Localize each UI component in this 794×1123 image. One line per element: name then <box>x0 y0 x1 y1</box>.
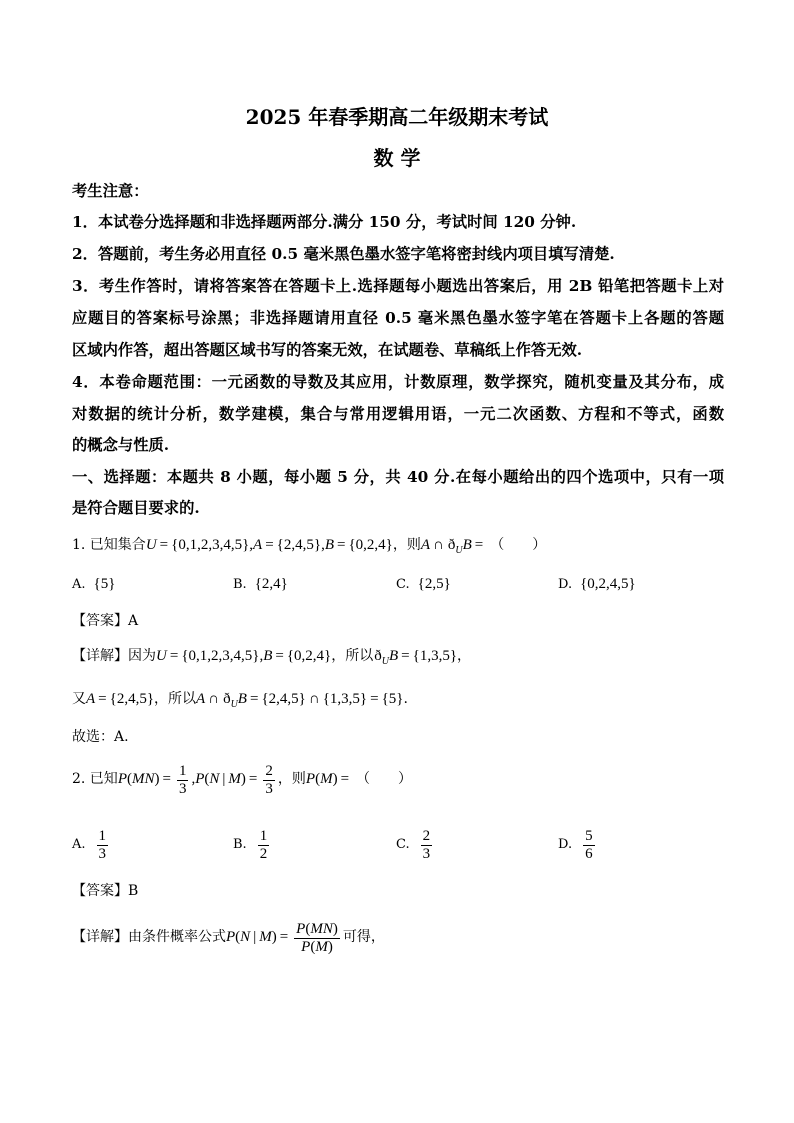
notice-item-4-line-1: 4．本卷命题范围：一元函数的导数及其应用，计数原理，数学探究，随机变量及其分布，成 <box>72 373 724 391</box>
fraction <box>177 763 189 798</box>
question-1-mid: ，则 <box>392 537 421 553</box>
question-1-option-d <box>558 572 636 596</box>
math-variable: P <box>296 921 306 937</box>
question-1-blank: （ ） <box>490 537 547 553</box>
answer-value: A <box>128 613 139 629</box>
option-label: D. <box>558 837 573 852</box>
option-label: C. <box>396 837 410 852</box>
math-variable: M <box>320 771 333 787</box>
explanation-label: 【详解】 <box>72 648 128 664</box>
math-operator: = <box>265 537 274 553</box>
question-1-explanation-line-2 <box>72 687 724 711</box>
fraction <box>97 828 109 863</box>
question-2-stem <box>72 759 724 799</box>
question-1-options <box>72 572 724 596</box>
option-value: {0,2,4,5} <box>580 576 636 592</box>
math-operator: = <box>98 691 107 707</box>
math-variable: P <box>305 771 316 787</box>
question-1-answer <box>72 609 724 633</box>
notice-heading: 考生注意： <box>72 182 149 200</box>
question-1-expr-a <box>421 537 447 553</box>
notice-item-3-line-1: 3．考生作答时，请将答案答在答题卡上.选择题每小题选出答案后，用 2B 铅笔把答题卡上对 <box>72 277 724 295</box>
notice-item-4-line-2: 对数据的统计分析，数学建模，集合与常用逻辑用语，一元二次函数、方程和不等式，函数 <box>72 405 724 423</box>
math-operator: | <box>222 771 226 787</box>
math-variable: B <box>324 537 334 553</box>
math-operator: = <box>275 648 284 664</box>
complement-subscript: U <box>455 545 463 556</box>
question-2-expr: P(MN) = <box>118 771 174 787</box>
fraction-denominator: 2 <box>259 846 268 862</box>
explanation-math: A = {2,4,5} <box>86 691 154 707</box>
math-variable: B <box>263 648 273 664</box>
complement-symbol: ð <box>223 691 231 707</box>
math-variable: U <box>145 537 157 553</box>
fraction-denominator: 3 <box>98 846 107 862</box>
math-operator: = <box>401 648 410 664</box>
question-2-option-d <box>558 824 598 864</box>
option-value: {5} <box>93 576 116 592</box>
notice-item-3-line-2: 应题目的答案标号涂黑；非选择题请用直径 0.5 毫米黑色墨水签字笔在答题卡上各题的答题 <box>72 309 724 327</box>
option-value: {2,4} <box>254 576 288 592</box>
question-2-option-a <box>72 824 111 864</box>
math-variable: A <box>253 537 263 553</box>
explanation-math: P(N | M) = <box>226 929 291 945</box>
fraction-numerator: 5 <box>585 828 593 844</box>
question-2-expr: P(M) = <box>306 771 352 787</box>
fraction-denominator: 3 <box>422 846 431 862</box>
math-variable: P <box>117 771 127 787</box>
option-label: B. <box>233 837 247 852</box>
explanation-text: 可得， <box>342 929 385 945</box>
explanation-text: 因为 <box>128 648 156 664</box>
fraction-numerator: 1 <box>259 828 268 844</box>
question-1-prefix: 1. 已知集合 <box>72 537 146 553</box>
question-2-explanation <box>72 917 724 957</box>
section-heading-line-1: 一、选择题：本题共 8 小题，每小题 5 分，共 40 分.在每小题给出的四个选项中，只有一项 <box>72 468 724 486</box>
math-operator: = <box>162 771 171 787</box>
option-label: A. <box>72 837 86 852</box>
math-operator: = <box>474 537 484 553</box>
notice-item-2: 2．答题前，考生务必用直径 0.5 毫米黑色墨水签字笔将密封线内项目填写清楚. <box>72 245 615 263</box>
fraction-numerator: 2 <box>265 763 273 779</box>
option-label: A. <box>72 577 86 592</box>
math-variable: B <box>237 691 247 707</box>
math-variable: N <box>322 921 333 937</box>
question-2-option-b <box>233 824 272 864</box>
question-1-option-a <box>72 572 115 596</box>
explanation-math: U = {0,1,2,3,4,5},B = {0,2,4} <box>156 648 331 664</box>
section-heading-line-2: 是符合题目要求的. <box>72 499 200 517</box>
math-operator: ∩ <box>433 537 444 553</box>
question-1-explanation-line-1 <box>72 644 724 668</box>
fraction-numerator: 2 <box>422 828 431 844</box>
math-variable: A <box>420 537 431 553</box>
math-variable: A <box>86 691 96 707</box>
question-1-option-c <box>396 572 451 596</box>
math-operator: = <box>159 537 169 553</box>
fraction <box>421 828 433 863</box>
answer-label: 【答案】 <box>72 883 128 899</box>
explanation-label: 【详解】 <box>72 929 128 945</box>
math-variable: M <box>228 771 241 787</box>
math-variable: B <box>389 648 399 664</box>
math-operator: ∩ <box>208 691 220 707</box>
math-variable: U <box>156 648 167 664</box>
fraction <box>263 763 275 798</box>
math-operator: = <box>279 929 289 945</box>
explanation-math <box>196 691 222 707</box>
math-operator: = <box>249 691 259 707</box>
math-variable: P <box>301 939 311 955</box>
math-operator: ∩ <box>308 691 320 707</box>
option-label: B. <box>233 577 247 592</box>
explanation-math: B = {2,4,5} ∩ {1,3,5} = {5} <box>238 691 404 707</box>
question-1-sets: U = {0,1,2,3,4,5},A = {2,4,5},B = {0,2,4} <box>146 537 393 553</box>
math-variable: M <box>259 929 272 945</box>
explanation-text: ， <box>457 648 472 664</box>
math-variable: A <box>196 691 206 707</box>
math-variable: M <box>315 939 328 955</box>
answer-label: 【答案】 <box>72 613 128 629</box>
question-2-expr: ,P(N | M) = <box>191 771 260 787</box>
math-operator: = <box>370 691 379 707</box>
math-operator: = <box>169 648 179 664</box>
fraction-denominator: 3 <box>178 781 187 797</box>
math-variable: P <box>226 929 236 945</box>
complement-subscript: U <box>230 699 238 710</box>
explanation-text: ，所以 <box>331 648 374 664</box>
question-1-option-b <box>233 572 288 596</box>
fraction-numerator: 1 <box>98 828 107 844</box>
explanation-text: ，所以 <box>154 691 197 707</box>
complement-symbol: ð <box>447 537 456 553</box>
question-2-answer <box>72 879 724 903</box>
question-1-explanation-line-3: 故选：A. <box>72 729 129 745</box>
math-variable: N <box>209 771 220 787</box>
fraction <box>583 828 595 863</box>
question-1-expr-b <box>463 537 487 553</box>
explanation-text: 由条件概率公式 <box>128 929 226 945</box>
math-variable: M <box>131 771 145 787</box>
math-operator: = <box>248 771 258 787</box>
notice-item-1: 1．本试卷分选择题和非选择题两部分.满分 150 分，考试时间 120 分钟. <box>72 213 577 231</box>
complement-symbol: ð <box>374 648 382 664</box>
math-variable: N <box>240 929 251 945</box>
math-variable: P <box>195 771 205 787</box>
fraction-numerator: 1 <box>178 763 187 779</box>
fraction-denominator: 3 <box>265 781 273 797</box>
answer-value: B <box>128 883 139 899</box>
complement-subscript: U <box>381 656 389 667</box>
question-2-option-c <box>396 824 435 864</box>
math-operator: = <box>337 537 346 553</box>
explanation-math: B = {1,3,5} <box>389 648 457 664</box>
option-label: C. <box>396 577 410 592</box>
fraction <box>258 828 270 863</box>
exam-title: 2025 年春季期高二年级期末考试 <box>245 105 549 129</box>
fraction-numerator: P(MN) <box>296 921 338 937</box>
fraction-denominator: P(M) <box>301 939 333 955</box>
question-2-options <box>72 824 724 864</box>
explanation-text: 又 <box>72 691 86 707</box>
explanation-text: . <box>403 691 408 707</box>
math-operator: | <box>253 929 257 945</box>
question-2-blank: （ ） <box>356 771 413 787</box>
subject-title: 数 学 <box>373 146 421 170</box>
option-value: {2,5} <box>417 576 451 592</box>
question-2-mid: ，则 <box>277 771 306 787</box>
math-variable: N <box>144 771 155 787</box>
question-1-stem <box>72 533 724 557</box>
question-2-prefix: 2. 已知 <box>72 771 118 787</box>
math-operator: = <box>340 771 350 787</box>
fraction-denominator: 6 <box>585 846 593 862</box>
fraction <box>294 921 340 956</box>
math-variable: B <box>462 537 472 553</box>
notice-item-3-line-3: 区域内作答，超出答题区域书写的答案无效，在试题卷、草稿纸上作答无效. <box>72 341 583 359</box>
math-variable: M <box>310 921 323 937</box>
notice-item-4-line-3: 的概念与性质. <box>72 436 170 454</box>
option-label: D. <box>558 577 573 592</box>
